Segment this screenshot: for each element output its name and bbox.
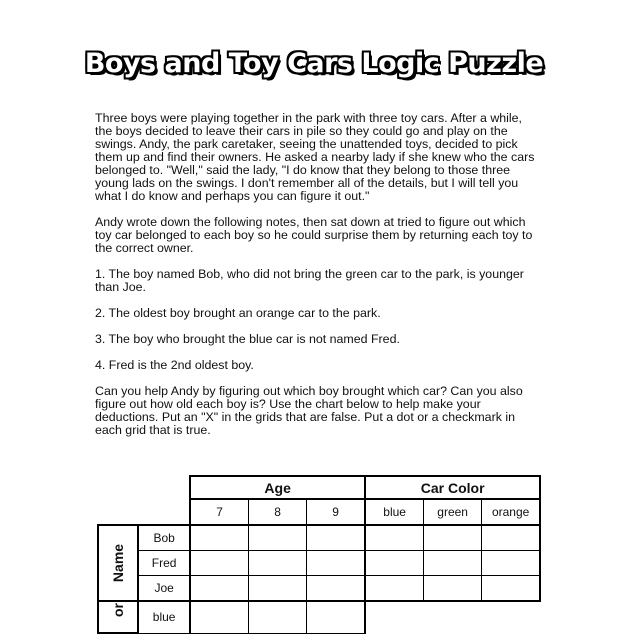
name-group-label: Name — [98, 525, 138, 601]
car-color-header: Car Color — [365, 476, 540, 499]
grid-cell[interactable] — [424, 576, 482, 602]
grid-cell[interactable] — [249, 551, 307, 576]
clue-4: 4. Fred is the 2nd oldest boy. — [95, 358, 254, 372]
grid-cell[interactable] — [249, 525, 307, 551]
grid-cell[interactable] — [424, 525, 482, 551]
color-group-label: or — [98, 601, 138, 633]
grid-cell[interactable] — [307, 601, 366, 633]
color-col-orange: orange — [482, 499, 541, 525]
grid-cell[interactable] — [365, 576, 424, 602]
grid-cell[interactable] — [482, 525, 541, 551]
notes-intro-paragraph: Andy wrote down the following notes, then sat down at tried to figure out which toy car belonged to each boy so he could surprise them by returning each toy to the correct owner. — [95, 215, 533, 255]
grid-cell[interactable] — [307, 576, 366, 602]
age-col-9: 9 — [307, 499, 366, 525]
age-col-7: 7 — [190, 499, 249, 525]
grid-cell[interactable] — [424, 551, 482, 576]
intro-paragraph: Three boys were playing together in the park with three toy cars. After a while, the boys decided to leave their cars in pile so they could go and play on the swings. Andy, the park caretaker, seeing the unattended toys, decided to pick them up and find their owners. He asked a nearby lady if she knew who the cars belonged to. "Well," said the lady, "I do know that they belong to those three young lads on the swings. I don't remember all of the details, but I will tell you what I do know and perhaps you can figure it out." — [95, 111, 535, 203]
grid-cell[interactable] — [482, 576, 541, 602]
grid-cell[interactable] — [365, 525, 424, 551]
grid-cell[interactable] — [307, 551, 366, 576]
puzzle-text — [95, 112, 541, 450]
grid-cell[interactable] — [307, 525, 366, 551]
row-label-joe: Joe — [138, 576, 190, 602]
question-paragraph: Can you help Andy by figuring out which boy brought which car? Can you also figure out how old each boy is? Use the chart below to help make your deductions. Put an "X" in the grids that are false. Put a dot or a checkmark in each grid that is true. — [95, 384, 523, 437]
row-label-fred: Fred — [138, 551, 190, 576]
logic-grid — [97, 475, 541, 634]
grid-cell[interactable] — [249, 576, 307, 602]
grid-cell[interactable] — [190, 525, 249, 551]
grid-cell[interactable] — [365, 551, 424, 576]
age-header: Age — [190, 476, 365, 499]
grid-cell[interactable] — [190, 601, 249, 633]
row-label-blue: blue — [138, 601, 190, 633]
age-col-8: 8 — [249, 499, 307, 525]
color-col-green: green — [424, 499, 482, 525]
clue-1: 1. The boy named Bob, who did not bring the green car to the park, is younger than Joe. — [95, 267, 524, 294]
row-label-bob: Bob — [138, 525, 190, 551]
grid-cell[interactable] — [249, 601, 307, 633]
clue-3: 3. The boy who brought the blue car is not named Fred. — [95, 332, 400, 346]
grid-cell[interactable] — [190, 576, 249, 602]
grid-cell[interactable] — [190, 551, 249, 576]
page-title: Boys and Toy Cars Logic Puzzle — [84, 48, 544, 79]
clue-2: 2. The oldest boy brought an orange car to the park. — [95, 306, 381, 320]
color-col-blue: blue — [365, 499, 424, 525]
grid-cell[interactable] — [482, 551, 541, 576]
